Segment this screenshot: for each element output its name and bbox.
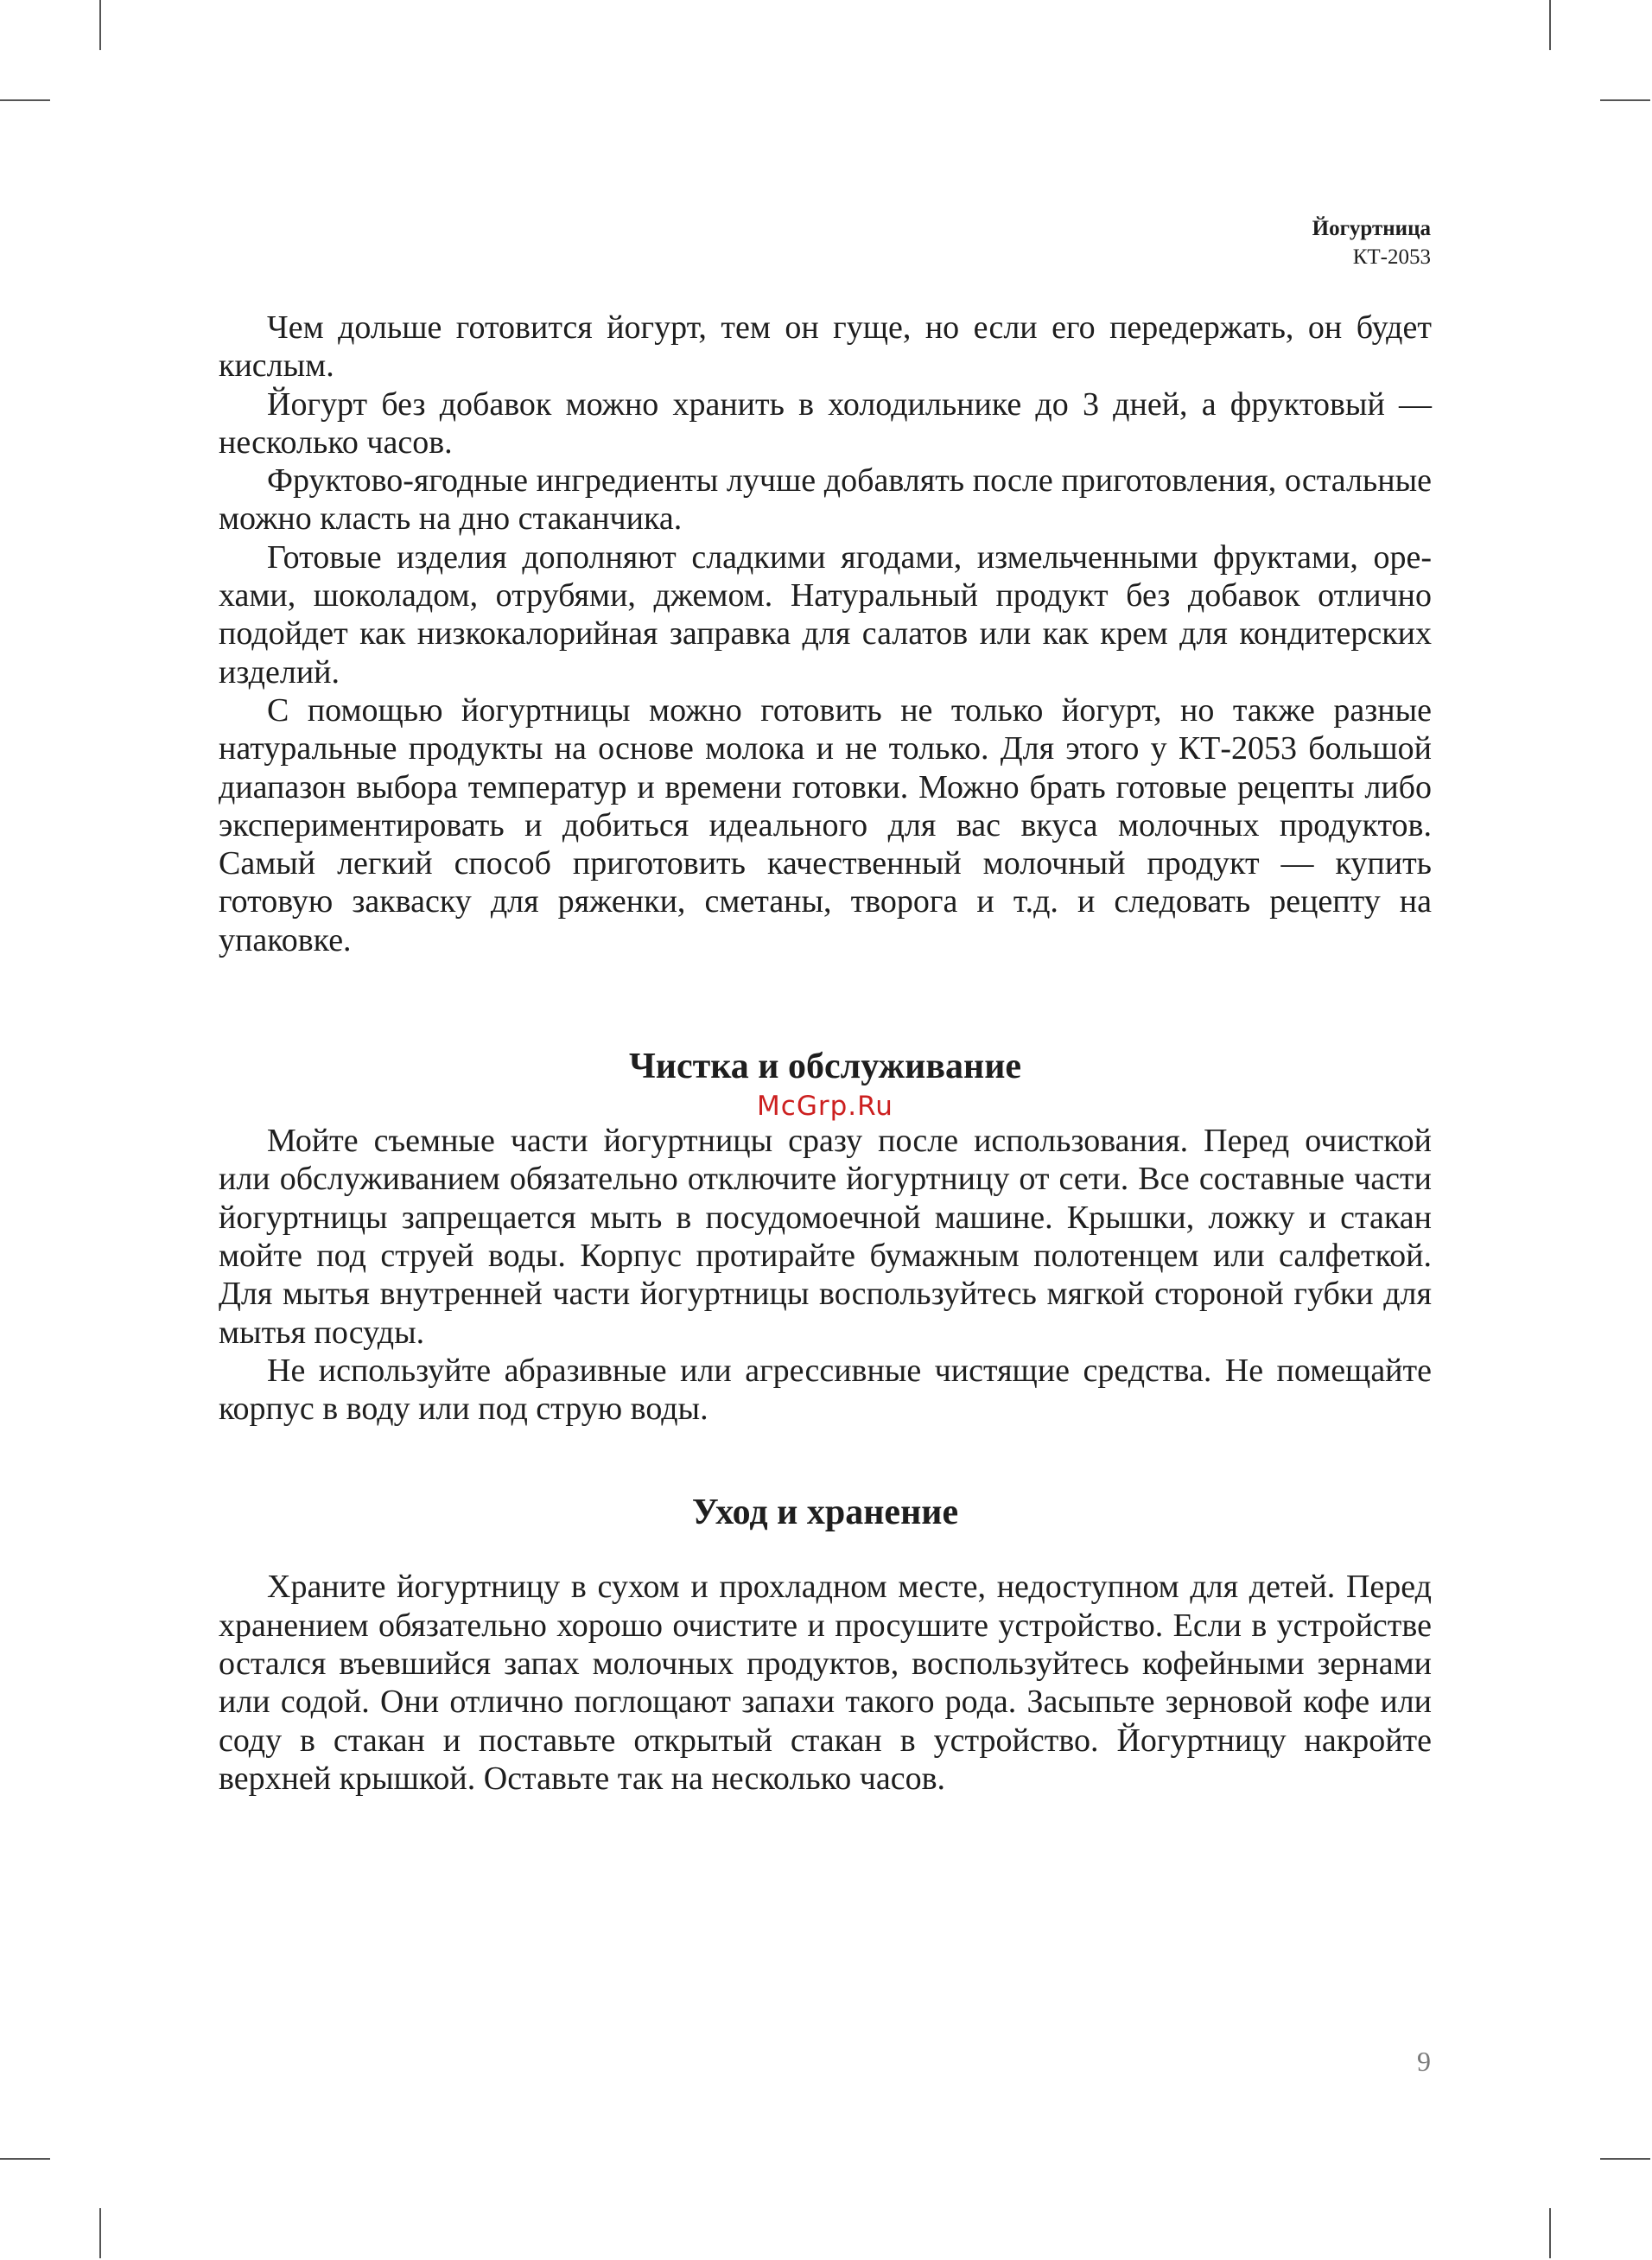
spacer — [219, 1428, 1432, 1488]
paragraph: Фруктово-ягодные ингредиенты лучше добавлять после приготовления, остальные можно класть на дно стаканчика. — [219, 462, 1432, 538]
storage-section — [219, 1488, 1432, 1798]
paragraph: Чем дольше готовится йогурт, тем он гуще, но если его передержать, он будет кислым. — [219, 309, 1432, 385]
intro-section — [219, 309, 1432, 959]
spacer — [219, 1537, 1432, 1568]
section-heading: Чистка и обслуживание — [628, 1047, 1022, 1087]
paragraph: Йогурт без добавок можно хранить в холодильнике до 3 дней, а фруктовый — несколько часов. — [219, 385, 1432, 461]
page-number: 9 — [1417, 2046, 1431, 2077]
paragraph: Не используйте абразивные или агрессивные чистящие средства. Не помещайте корпус в воду или под струю воды. — [219, 1352, 1432, 1428]
crop-mark — [1549, 0, 1551, 50]
crop-mark — [1600, 2158, 1650, 2160]
crop-mark — [99, 2208, 101, 2258]
cleaning-section — [219, 1042, 1432, 1428]
section-heading: Уход и хранение — [691, 1493, 959, 1533]
spacer — [219, 959, 1432, 1042]
page-content — [219, 309, 1432, 1798]
crop-mark — [0, 99, 50, 101]
paragraph: Мойте съемные части йогуртницы сразу после использования. Перед очисткой или обслуживанием обязательно отключите йогуртницу от сети. Все составные части йогуртницы запрещается мыть в посудомоечной машине. Крышки, ложку и стакан мойте под струей воды. Корпус протирайте бумажным полотенцем или салфеткой. Для мытья внутренней части йогуртницы воспользуйтесь мягкой стороной губки для мытья посуды. — [219, 1123, 1432, 1351]
crop-mark — [1549, 2208, 1551, 2258]
header-model: КТ-2053 — [1352, 245, 1431, 269]
paragraph: Храните йогуртницу в сухом и прохладном месте, недоступном для детей. Перед хранением обязательно хорошо очистите и просушите устройство. Если в устройстве остался въевшийся запах молочных продуктов, воспользуйтесь кофейными зернами или содой. Они отлично поглощают запахи такого рода. Засыпьте зерновой кофе или соду в стакан и поставьте открытый стакан в устройство. Йогуртницу накройте верхней крышкой. Оставьте так на несколько часов. — [219, 1569, 1432, 1797]
paragraph: С помощью йогуртницы можно готовить не только йогурт, но также разные натуральные продукты на основе молока и не только. Для этого у КТ-2053 большой диапазон выбора температур и времени готовки. Можно брать готовые рецепты либо экспериментировать и добиться идеального для вас вкуса молочных продуктов. Самый легкий способ приготовить качественный молочный продукт — купить готовую закваску для ряженки, сметаны, творога и т.д. и следовать рецепту на упаковке. — [219, 691, 1432, 958]
paragraph: Готовые изделия дополняют сладкими ягодами, измельченными фруктами, орехами, шоколадом, отрубями, джемом. Натуральный продукт без добавок отлично подойдет как низкокалорийная заправка для салатов или как крем для кондитерских изделий. — [219, 538, 1432, 691]
watermark-link[interactable]: McGrp.Ru — [757, 1091, 893, 1123]
crop-mark — [0, 2158, 50, 2160]
running-header — [1312, 214, 1431, 271]
header-product: Йогуртница — [1312, 217, 1431, 240]
crop-mark — [1600, 99, 1650, 101]
crop-mark — [99, 0, 101, 50]
